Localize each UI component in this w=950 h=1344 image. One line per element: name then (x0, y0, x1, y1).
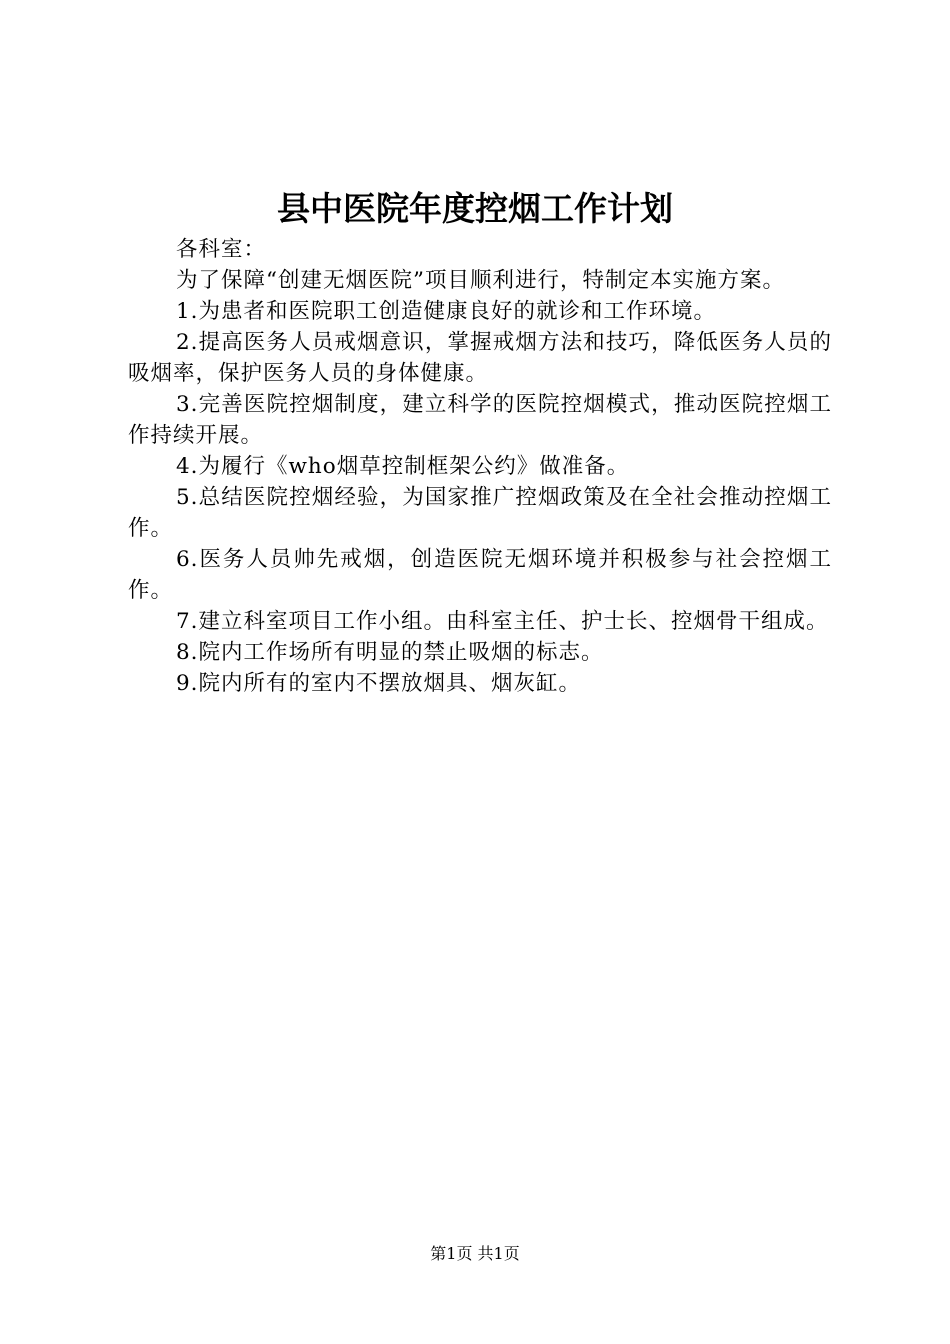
document-title: 县中医院年度控烟工作计划 (277, 189, 673, 228)
paragraph-item-2: 2.提高医务人员戒烟意识，掌握戒烟方法和技巧，降低医务人员的吸烟率，保护医务人员的身体健康。 (128, 330, 832, 386)
paragraph-item-3: 3.完善医院控烟制度，建立科学的医院控烟模式，推动医院控烟工作持续开展。 (128, 392, 832, 448)
salutation: 各科室： (176, 237, 267, 262)
paragraph-item-1: 1.为患者和医院职工创造健康良好的就诊和工作环境。 (176, 299, 717, 324)
paragraph-item-9: 9.院内所有的室内不摆放烟具、烟灰缸。 (176, 671, 582, 696)
paragraph-item-4: 4.为履行《who烟草控制框架公约》做准备。 (176, 454, 630, 479)
paragraph-item-8: 8.院内工作场所有明显的禁止吸烟的标志。 (176, 640, 604, 665)
paragraph-item-5: 5.总结医院控烟经验，为国家推广控烟政策及在全社会推动控烟工作。 (128, 485, 832, 541)
paragraph-intro: 为了保障“创建无烟医院”项目顺利进行，特制定本实施方案。 (176, 268, 785, 293)
paragraph-item-6: 6.医务人员帅先戒烟，创造医院无烟环境并积极参与社会控烟工作。 (128, 547, 832, 603)
paragraph-item-7: 7.建立科室项目工作小组。由科室主任、护士长、控烟骨干组成。 (176, 609, 829, 634)
document-body (128, 234, 832, 699)
page-footer: 第1页 共1页 (430, 1244, 520, 1263)
